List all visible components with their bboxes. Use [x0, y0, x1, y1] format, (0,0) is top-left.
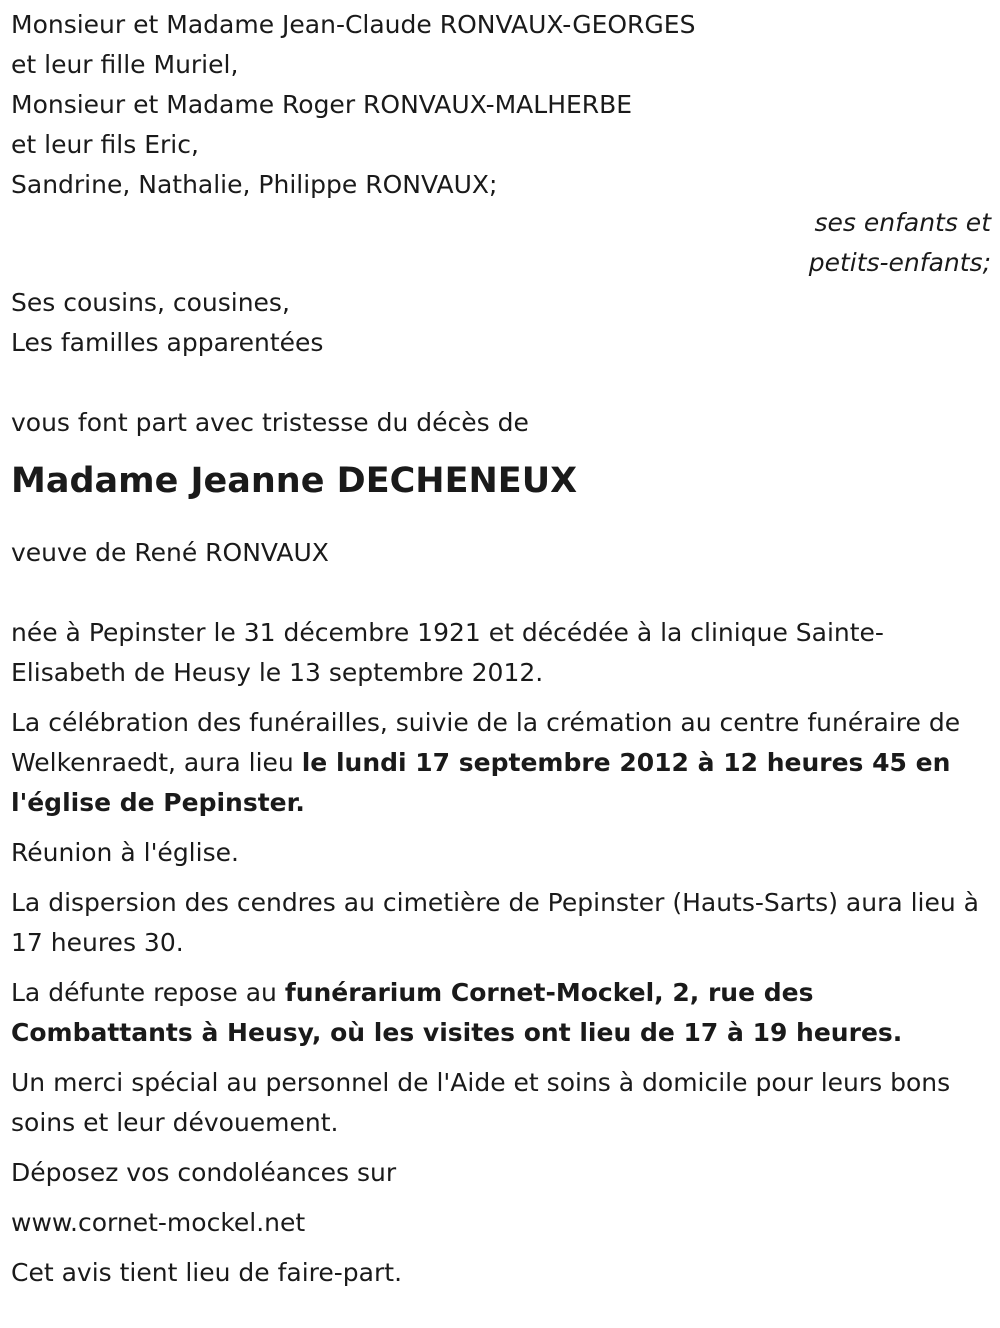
relatives-line1: Ses cousins, cousines,: [11, 288, 290, 317]
family-line: Monsieur et Madame Jean-Claude RONVAUX-GEORGES: [11, 10, 696, 39]
family-role-line1: ses enfants et: [814, 208, 991, 237]
rests-intro: La défunte repose au: [11, 978, 285, 1007]
family-list: [11, 5, 991, 205]
dispersion-text: La dispersion des cendres au cimetière de Pepinster (Hauts-Sarts) aura lieu à 17 heures 30.: [11, 888, 979, 957]
announcement-text: vous font part avec tristesse du décès de: [11, 408, 529, 437]
family-role: [11, 203, 991, 283]
family-line: Monsieur et Madame Roger RONVAUX-MALHERBE: [11, 90, 633, 119]
birth-death-text: née à Pepinster le 31 décembre 1921 et décédée à la clinique Sainte-Elisabeth de Heusy le 13 septembre 2012.: [11, 618, 884, 687]
meeting-text: Réunion à l'église.: [11, 838, 239, 867]
ceremony-intro: La célébration des funérailles, suivie de la crémation au centre funéraire de Welkenraedt, aura lieu: [11, 708, 961, 777]
funeral-home-details: funérarium Cornet-Mockel, 2, rue des Combattants à Heusy, où les visites ont lieu de 17 à 19 heures.: [11, 978, 903, 1047]
family-role-line2: petits-enfants;: [808, 248, 991, 277]
obituary-notice: [11, 5, 991, 1293]
rests-text: [11, 973, 991, 1053]
widow-of: veuve de René RONVAUX: [11, 538, 329, 567]
ceremony-date-place: le lundi 17 septembre 2012 à 12 heures 45 en l'église de Pepinster.: [11, 748, 951, 817]
deceased-name: Madame Jeanne DECHENEUX: [11, 461, 578, 501]
notice-text: Cet avis tient lieu de faire-part.: [11, 1258, 403, 1287]
website-link[interactable]: www.cornet-mockel.net: [11, 1208, 306, 1237]
ceremony-text: [11, 703, 991, 823]
thanks-text: Un merci spécial au personnel de l'Aide et soins à domicile pour leurs bons soins et leur dévouement.: [11, 1068, 951, 1137]
family-line: et leur fils Eric,: [11, 130, 199, 159]
family-line: Sandrine, Nathalie, Philippe RONVAUX;: [11, 170, 498, 199]
relatives-line2: Les familles apparentées: [11, 328, 324, 357]
family-line: et leur fille Muriel,: [11, 50, 239, 79]
relatives: [11, 283, 991, 363]
condolences-text: Déposez vos condoléances sur: [11, 1158, 397, 1187]
